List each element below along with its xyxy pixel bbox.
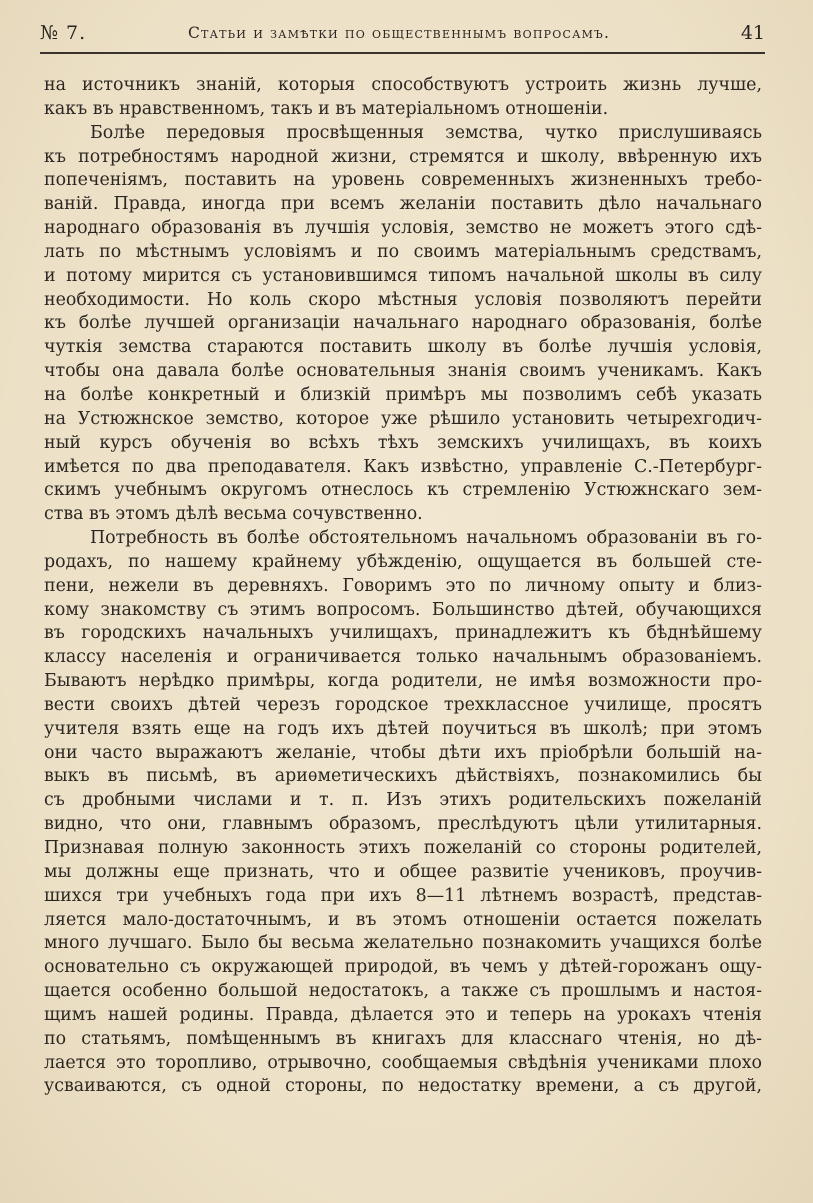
text-line: лать по мѣстнымъ условіямъ и по своимъ матеріальнымъ средствамъ, <box>44 241 762 262</box>
text-line: вести своихъ дѣтей черезъ городское трехклассное училище, просятъ <box>44 694 762 715</box>
article-body <box>44 74 762 1099</box>
text-line: на Устюжнское земство, которое уже рѣшило установить четырехгодич- <box>44 408 762 429</box>
text-line: и потому мирится съ установившимся типомъ начальной школы въ силу <box>44 265 762 286</box>
text-line: на источникъ знаній, которыя способствуютъ устроить жизнь лучше, <box>44 75 762 95</box>
text-line: попеченіямъ, поставить на уровень современныхъ жизненныхъ требо- <box>44 170 762 191</box>
text-line: ный курсъ обученія во всѣхъ тѣхъ земскихъ училищахъ, въ коихъ <box>44 432 762 453</box>
page-number: 41 <box>740 22 765 44</box>
text-line: съ дробными числами и т. п. Изъ этихъ родительскихъ пожеланій <box>44 790 762 811</box>
text-line: видно, что они, главнымъ образомъ, преслѣдуютъ цѣли утилитарныя. <box>44 814 762 835</box>
text-line: чтобы она давала болѣе основательныя знанія своимъ ученикамъ. Какъ <box>44 361 762 382</box>
text-line: выкъ въ письмѣ, въ ариѳметическихъ дѣйствіяхъ, познакомились бы <box>44 766 762 787</box>
text-line: щимъ нашей родины. Правда, дѣлается это и теперь на урокахъ чтенія <box>44 1004 762 1025</box>
text-line: мы должны еще признать, что и общее развитіе учениковъ, проучив- <box>44 861 762 882</box>
text-line: они часто выражаютъ желаніе, чтобы дѣти ихъ пріобрѣли большій на- <box>44 742 762 763</box>
text-line: классу населенія и ограничивается только начальнымъ образованіемъ. <box>44 647 762 668</box>
text-line: необходимости. Но коль скоро мѣстныя условія позволяютъ перейти <box>44 289 762 310</box>
text-line: основательно съ окружающей природой, въ чемъ у дѣтей-горожанъ ощу- <box>44 957 762 978</box>
text-line: имѣется по два преподавателя. Какъ извѣстно, управленіе С.-Петербург- <box>44 456 762 477</box>
text-line: лается это торопливо, отрывочно, сообщаемыя свѣдѣнія учениками плохо <box>44 1052 762 1073</box>
text-line: учителя взять еще на годъ ихъ дѣтей поучиться въ школѣ; при этомъ <box>44 718 762 739</box>
running-title: Статьи и замѣтки по общественнымъ вопросамъ. <box>188 24 611 42</box>
text-line: къ болѣе лучшей организаціи начальнаго народнаго образованія, болѣе <box>44 313 762 334</box>
text-line: народнаго образованія въ лучшія условія, земство не можетъ этого сдѣ- <box>44 218 762 239</box>
text-line: къ потребностямъ народной жизни, стремятся и школу, ввѣренную ихъ <box>44 146 762 167</box>
text-line: ства въ этомъ дѣлѣ весьма сочувственно. <box>44 504 423 525</box>
text-line: какъ въ нравственномъ, такъ и въ матеріальномъ отношеніи. <box>44 98 609 119</box>
text-line: пени, нежели въ деревняхъ. Говоримъ это по личному опыту и близ- <box>44 575 762 596</box>
text-line: щается особенно большой недостатокъ, а также съ прошлымъ и настоя- <box>44 981 762 1002</box>
text-line: ваній. Правда, иногда при всемъ желаніи поставить дѣло начальнаго <box>44 194 762 215</box>
text-line: Болѣе передовыя просвѣщенныя земства, чутко прислушиваясь <box>90 122 762 143</box>
text-line: на болѣе конкретный и близкій примѣръ мы позволимъ себѣ указать <box>44 384 762 405</box>
running-header <box>40 22 765 50</box>
issue-number: № 7. <box>40 22 87 44</box>
text-line: чуткія земства стараются поставить школу въ болѣе лучшія условія, <box>44 337 762 358</box>
text-line: кому знакомству съ этимъ вопросомъ. Большинство дѣтей, обучающихся <box>44 599 762 620</box>
text-line: въ городскихъ начальныхъ училищахъ, принадлежитъ къ бѣднѣйшему <box>44 623 762 644</box>
text-line: ляется мало-достаточнымъ, и въ этомъ отношеніи остается пожелать <box>44 909 762 930</box>
text-line: по статьямъ, помѣщеннымъ въ книгахъ для класснаго чтенія, но дѣ- <box>44 1028 762 1049</box>
text-line: много лучшаго. Было бы весьма желательно познакомить учащихся болѣе <box>44 933 762 954</box>
text-line: усваиваются, съ одной стороны, по недостатку времени, а съ другой, <box>44 1076 762 1097</box>
text-line: родахъ, по нашему крайнему убѣжденію, ощущается въ большей сте- <box>44 551 762 572</box>
text-line: Бываютъ нерѣдко примѣры, когда родители, не имѣя возможности про- <box>44 671 762 692</box>
text-line: шихся три учебныхъ года при ихъ 8—11 лѣтнемъ возрастѣ, представ- <box>44 885 762 906</box>
header-rule <box>40 52 765 54</box>
text-line: Потребность въ болѣе обстоятельномъ начальномъ образованіи въ го- <box>90 528 762 549</box>
text-line: Признавая полную законность этихъ пожеланій со стороны родителей, <box>44 838 762 858</box>
text-line: скимъ учебнымъ округомъ отнеслось къ стремленію Устюжнскаго зем- <box>44 480 762 501</box>
